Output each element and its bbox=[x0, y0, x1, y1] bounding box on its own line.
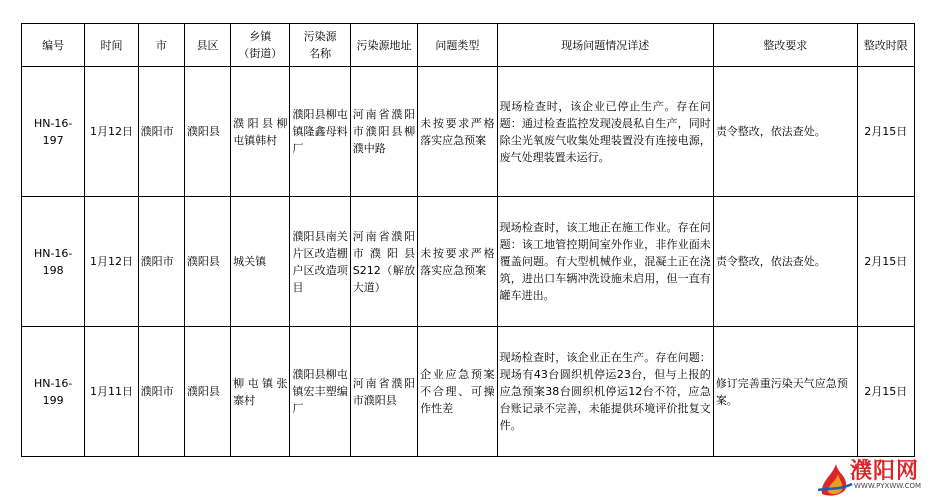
cell-id: HN-16-197 bbox=[22, 67, 85, 197]
cell-source: 濮阳县柳屯镇宏丰塑编厂 bbox=[290, 327, 350, 457]
cell-county: 濮阳县 bbox=[184, 197, 230, 327]
cell-address: 河南省濮阳市濮阳县S212（解放大道） bbox=[350, 197, 417, 327]
cell-detail: 现场检查时，该企业正在生产。存在问题：现场有43台圆织机停运23台，但与上报的应急预案38台圆织机停运12台不符，应急台账记录不完善，未能提供环境评价批复文件。 bbox=[497, 327, 713, 457]
cell-id: HN-16-199 bbox=[22, 327, 85, 457]
cell-requirement: 责令整改，依法查处。 bbox=[713, 197, 857, 327]
flame-icon bbox=[818, 454, 854, 498]
cell-source: 濮阳县柳屯镇隆鑫母料厂 bbox=[290, 67, 350, 197]
cell-deadline: 2月15日 bbox=[857, 327, 914, 457]
cell-date: 1月12日 bbox=[85, 67, 138, 197]
cell-date: 1月12日 bbox=[85, 197, 138, 327]
cell-requirement: 责令整改，依法查处。 bbox=[713, 67, 857, 197]
cell-address: 河南省濮阳市濮阳县柳濮中路 bbox=[350, 67, 417, 197]
cell-county: 濮阳县 bbox=[184, 67, 230, 197]
cell-town: 城关镇 bbox=[231, 197, 290, 327]
cell-detail: 现场检查时，该工地正在施工作业。存在问题：该工地管控期间室外作业，非作业面未覆盖问题。有大型机械作业，混凝土正在浇筑，进出口车辆冲洗设施未启用，但一直有罐车进出。 bbox=[497, 197, 713, 327]
cell-town: 柳屯镇张寨村 bbox=[231, 327, 290, 457]
cell-source: 濮阳县南关片区改造棚户区改造项目 bbox=[290, 197, 350, 327]
cell-county: 濮阳县 bbox=[184, 327, 230, 457]
cell-requirement: 修订完善重污染天气应急预案。 bbox=[713, 327, 857, 457]
header-id: 编号 bbox=[22, 24, 85, 67]
header-city: 市 bbox=[138, 24, 184, 67]
header-town: 乡镇 （街道） bbox=[231, 24, 290, 67]
rectification-table bbox=[21, 23, 915, 466]
cell-type: 未按要求严格落实应急预案 bbox=[418, 197, 497, 327]
cell-type: 未按要求严格落实应急预案 bbox=[418, 67, 497, 197]
header-deadline: 整改时限 bbox=[857, 24, 914, 67]
table-row bbox=[22, 197, 915, 327]
cell-city: 濮阳市 bbox=[138, 67, 184, 197]
header-detail: 现场问题情况详述 bbox=[497, 24, 713, 67]
header-county: 县区 bbox=[184, 24, 230, 67]
watermark-url: WWW.PYXWW.COM bbox=[854, 482, 922, 490]
cell-deadline: 2月15日 bbox=[857, 67, 914, 197]
cell-date: 1月11日 bbox=[85, 327, 138, 457]
header-source: 污染源 名称 bbox=[290, 24, 350, 67]
header-date: 时间 bbox=[85, 24, 138, 67]
header-type: 问题类型 bbox=[418, 24, 497, 67]
table-row bbox=[22, 327, 915, 457]
cell-detail: 现场检查时，该企业已停止生产。存在问题：通过检查监控发现凌晨私自生产，同时除尘光氧废气收集处理装置没有连接电源，废气处理装置未运行。 bbox=[497, 67, 713, 197]
header-row bbox=[22, 24, 915, 67]
cell-id: HN-16-198 bbox=[22, 197, 85, 327]
cell-town: 濮阳县柳屯镇韩村 bbox=[231, 67, 290, 197]
site-watermark-logo bbox=[818, 452, 936, 498]
cell-address: 河南省濮阳市濮阳县 bbox=[350, 327, 417, 457]
cell-city: 濮阳市 bbox=[138, 197, 184, 327]
cell-deadline: 2月15日 bbox=[857, 197, 914, 327]
header-requirement: 整改要求 bbox=[713, 24, 857, 67]
watermark-name: 濮阳网 bbox=[850, 459, 920, 484]
header-address: 污染源地址 bbox=[350, 24, 417, 67]
cell-type: 企业应急预案不合理、可操作性差 bbox=[418, 327, 497, 457]
table-row bbox=[22, 67, 915, 197]
cell-city: 濮阳市 bbox=[138, 327, 184, 457]
